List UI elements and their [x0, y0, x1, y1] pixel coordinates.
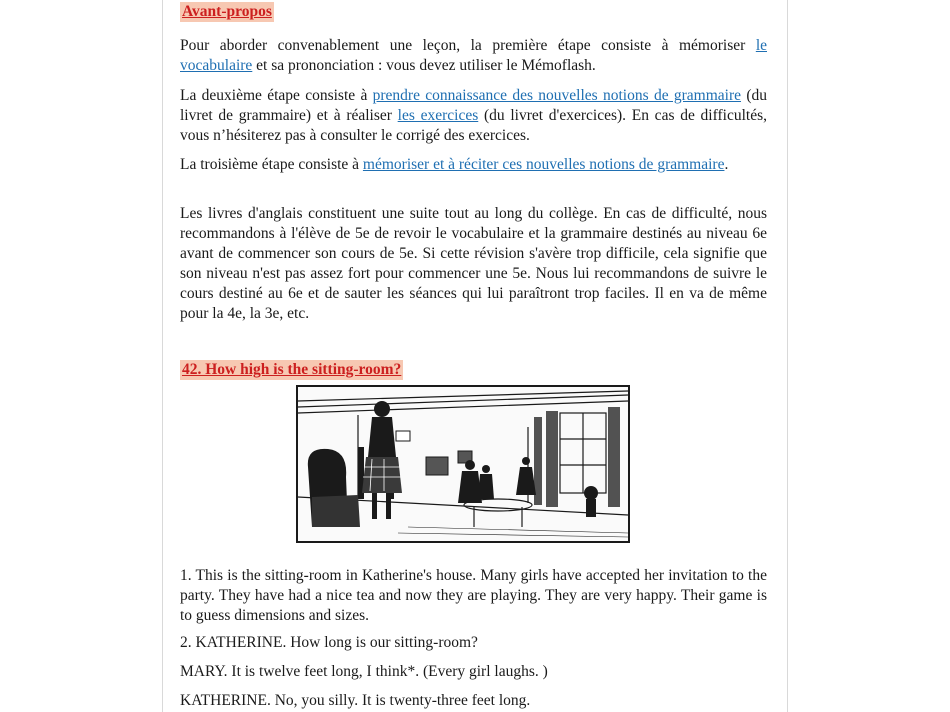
foreword-p1-text-2: et sa prononciation : vous devez utiliser le Mémoflash. [252, 57, 596, 74]
foreword-paragraph-3 [180, 155, 767, 175]
memorize-grammar-link[interactable]: mémoriser et à réciter ces nouvelles notions de grammaire [362, 156, 725, 173]
foreword-paragraph-1 [180, 36, 767, 76]
foreword-heading-wrap [180, 2, 274, 22]
foreword-heading: Avant-propos [182, 3, 272, 20]
foreword-paragraph-2 [180, 86, 767, 146]
document-page [162, 0, 788, 712]
foreword-p2-text-2: (du livret de grammaire) et à réaliser [180, 87, 767, 124]
lesson-heading: 42. How high is the sitting-room? [182, 361, 402, 378]
grammar-notions-link[interactable]: prendre connaissance des nouvelles notions de grammaire [372, 87, 742, 104]
illustration-drawing [298, 387, 628, 541]
lesson-line-2: 2. KATHERINE. How long is our sitting-room? [180, 634, 478, 651]
exercises-link[interactable]: les exercices [397, 107, 479, 124]
foreword-p2-text-1: La deuxième étape consiste à [180, 87, 373, 104]
foreword-p3-text-2: . [724, 156, 729, 173]
lesson-line-1: 1. This is the sitting-room in Katherine's house. Many girls have accepted her invitation to the party. They have had a nice tea and now they are playing. They are very happy. Their game is to guess dimensions and sizes. [180, 567, 767, 624]
lesson-heading-wrap [180, 360, 403, 380]
lesson-line-4: KATHERINE. No, you silly. It is twenty-three feet long. [180, 692, 531, 709]
sitting-room-illustration [296, 385, 630, 543]
foreword-paragraph-4: Les livres d'anglais constituent une suite tout au long du collège. En cas de difficulté, nous recommandons à l'élève de 5e de revoir le vocabulaire et la grammaire destinés au niveau 6e avant de commencer son cours de 5e. Si cette révision s'avère trop difficile, cela signifie que son niveau n'est pas assez fort pour commencer une 5e. Nous lui recommandons de suivre le cours destiné au 6e et de sauter les séances qui lui paraîtront trop faciles. Il en va de même pour la 4e, la 3e, etc. [180, 205, 767, 322]
lesson-line-3: MARY. It is twelve feet long, I think*. (Every girl laughs. ) [180, 663, 548, 680]
vocabulary-link[interactable]: le vocabulaire [180, 37, 767, 74]
foreword-p3-text-1: La troisième étape consiste à [180, 156, 363, 173]
foreword-p2-text-3: (du livret d'exercices). En cas de difficultés, vous n’hésiterez pas à consulter le corrigé des exercices. [180, 107, 767, 144]
foreword-p1-text-1: Pour aborder convenablement une leçon, la première étape consiste à mémoriser [180, 37, 756, 54]
